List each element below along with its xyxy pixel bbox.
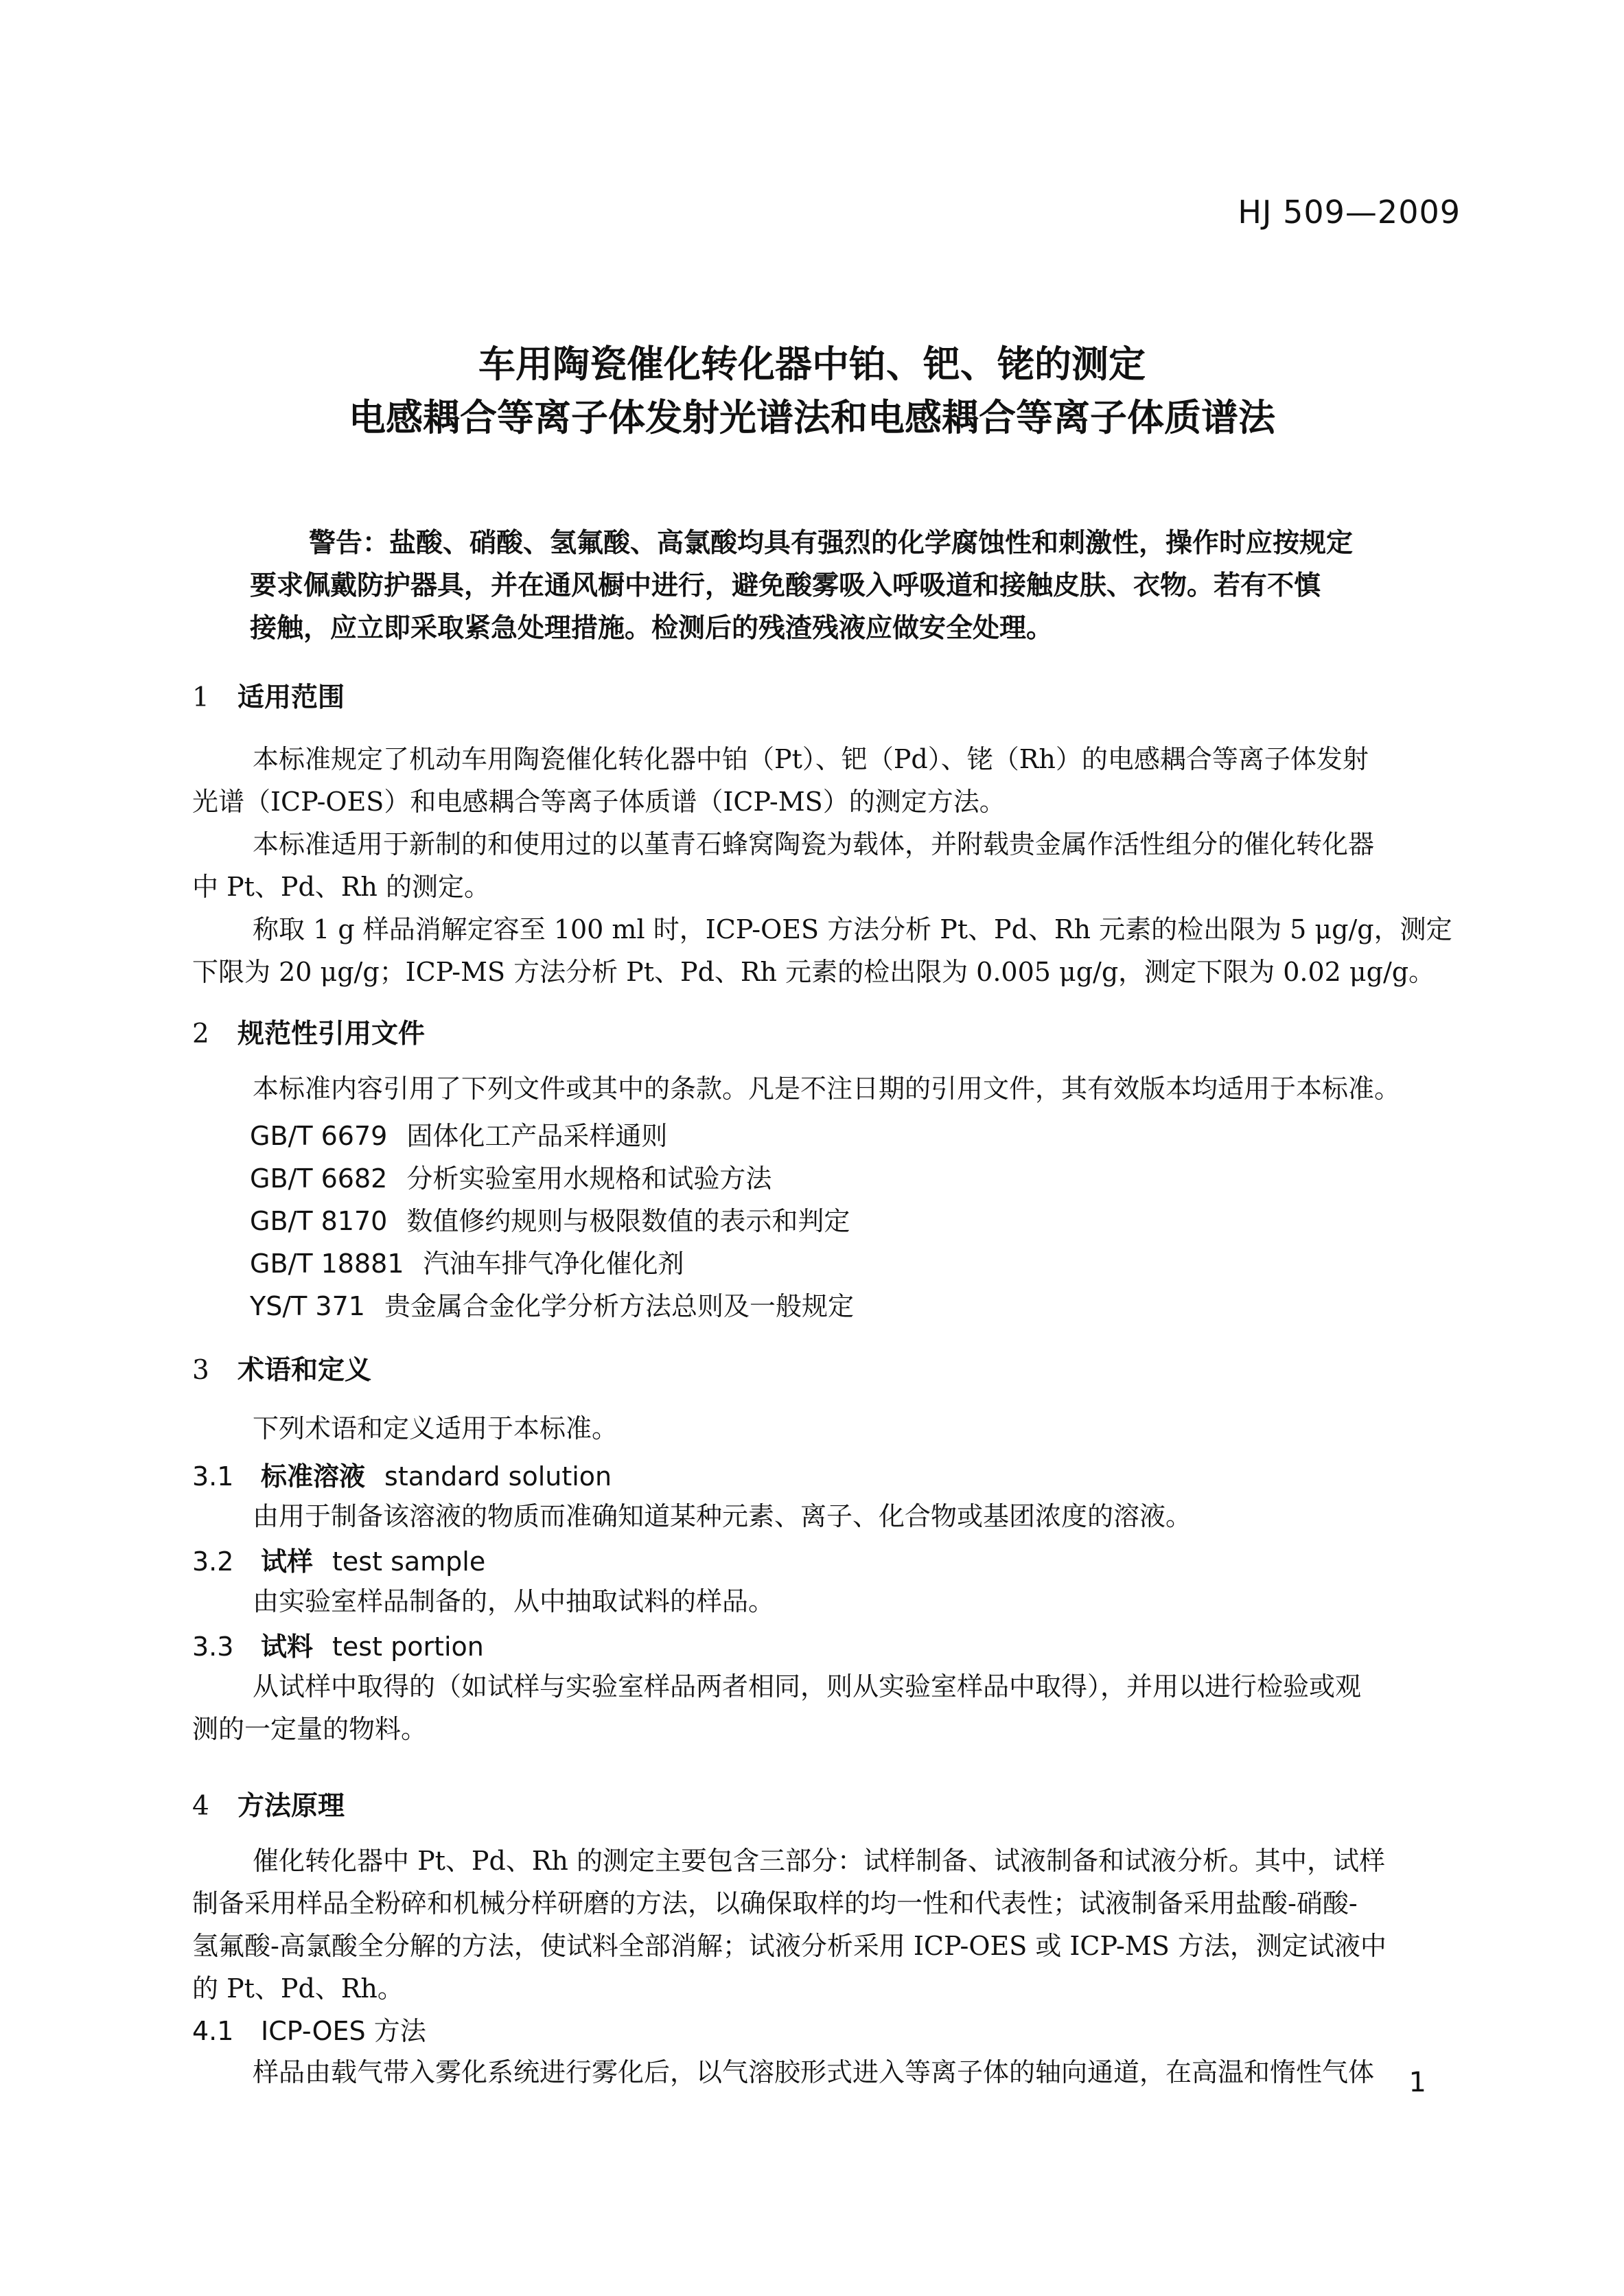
term-en: test portion (332, 1632, 484, 1662)
standard-number: HJ 509—2009 (1238, 194, 1461, 231)
paragraph-line: 氢氟酸-高氯酸全分解的方法，使试料全部消解；试液分析采用 ICP-OES 或 ICP-MS 方法，测定试液中 (192, 1931, 1387, 1961)
paragraph-line: 的 Pt、Pd、Rh。 (192, 1973, 404, 2004)
section-number: 1 (192, 682, 209, 713)
section-1-paragraphs (192, 738, 1461, 993)
reference-title: 分析实验室用水规格和试验方法 (406, 1163, 772, 1194)
paragraph-line: 从试样中取得的（如试样与实验室样品两者相同，则从实验室样品中取得），并用以进行检验或观 (253, 1671, 1362, 1702)
paragraph-line: 样品由载气带入雾化系统进行雾化后，以气溶胶形式进入等离子体的轴向通道，在高温和惰性气体 (253, 2057, 1375, 2087)
warning-block (250, 522, 1417, 649)
paragraph-line: 中 Pt、Pd、Rh 的测定。 (192, 872, 490, 902)
paragraph-line: 光谱（ICP-OES）和电感耦合等离子体质谱（ICP-MS）的测定方法。 (192, 787, 1006, 817)
reference-item (250, 1200, 850, 1238)
paragraph-line: 由实验室样品制备的，从中抽取试料的样品。 (253, 1586, 775, 1616)
reference-code: GB/T 8170 (250, 1206, 388, 1236)
section-3-heading (192, 1349, 371, 1387)
reference-item (250, 1115, 667, 1152)
warning-line-1: 警告：盐酸、硝酸、氢氟酸、高氯酸均具有强烈的化学腐蚀性和刺激性，操作时应按规定 (309, 527, 1354, 559)
term-number: 3.3 (192, 1632, 234, 1662)
paragraph-line: 由用于制备该溶液的物质而准确知道某种元素、离子、化合物或基团浓度的溶液。 (253, 1501, 1192, 1531)
paragraph-line: 下列术语和定义适用于本标准。 (253, 1413, 618, 1443)
warning-line-3: 接触，应立即采取紧急处理措施。检测后的残渣残液应做安全处理。 (250, 612, 1054, 644)
section-2-intro (192, 1067, 1461, 1110)
term-3-1-definition (192, 1495, 1461, 1538)
paragraph-line: 本标准适用于新制的和使用过的以堇青石蜂窝陶瓷为载体，并附载贵金属作活性组分的催化转化器 (253, 829, 1375, 859)
reference-title: 固体化工产品采样通则 (406, 1121, 668, 1151)
term-3-3-definition (192, 1665, 1461, 1750)
subsection-number: 4.1 (192, 2016, 234, 2046)
section-title: 适用范围 (237, 682, 345, 713)
term-zh: 试样 (261, 1546, 314, 1577)
page-number: 1 (1408, 2067, 1426, 2098)
paragraph-line: 制备采用样品全粉碎和机械分样研磨的方法，以确保取样的均一性和代表性；试液制备采用盐酸-硝酸- (192, 1888, 1358, 1918)
term-number: 3.2 (192, 1546, 234, 1577)
section-number: 4 (192, 1791, 209, 1822)
reference-code: YS/T 371 (250, 1291, 365, 1321)
term-3-2-definition (192, 1580, 1461, 1623)
section-4-1-paragraph (192, 2051, 1461, 2094)
term-zh: 试料 (261, 1631, 314, 1662)
paragraph-line: 称取 1 g 样品消解定容至 100 ml 时，ICP-OES 方法分析 Pt、Pd、Rh 元素的检出限为 5 μg/g，测定 (253, 914, 1452, 944)
section-2-heading (192, 1012, 425, 1051)
reference-code: GB/T 18881 (250, 1249, 404, 1279)
reference-code: GB/T 6679 (250, 1121, 388, 1151)
document-title-line-1: 车用陶瓷催化转化器中铂、钯、铑的测定 (478, 342, 1146, 386)
paragraph-line: 催化转化器中 Pt、Pd、Rh 的测定主要包含三部分：试样制备、试液制备和试液分析。其中，试样 (253, 1846, 1385, 1876)
term-3-1-heading (192, 1455, 612, 1493)
paragraph-line: 本标准规定了机动车用陶瓷催化转化器中铂（Pt）、钯（Pd）、铑（Rh）的电感耦合等离子体发射 (253, 744, 1369, 774)
paragraph-line: 测的一定量的物料。 (192, 1714, 428, 1744)
term-en: test sample (332, 1546, 486, 1577)
section-number: 3 (192, 1355, 209, 1386)
section-title: 规范性引用文件 (237, 1018, 426, 1050)
reference-title: 贵金属合金化学分析方法总则及一般规定 (384, 1291, 854, 1321)
paragraph-line: 本标准内容引用了下列文件或其中的条款。凡是不注日期的引用文件，其有效版本均适用于本标准。 (253, 1074, 1401, 1104)
section-4-heading (192, 1785, 345, 1823)
document-title-line-2: 电感耦合等离子体发射光谱法和电感耦合等离子体质谱法 (349, 395, 1275, 439)
paragraph-line: 下限为 20 μg/g；ICP-MS 方法分析 Pt、Pd、Rh 元素的检出限为 0.005 μg/g，测定下限为 0.02 μg/g。 (192, 957, 1435, 987)
section-1-heading (192, 676, 345, 715)
term-en: standard solution (384, 1461, 612, 1492)
reference-title: 汽油车排气净化催化剂 (423, 1249, 684, 1279)
reference-title: 数值修约规则与极限数值的表示和判定 (406, 1206, 850, 1236)
section-number: 2 (192, 1019, 209, 1050)
subsection-4-1-heading (192, 2010, 426, 2048)
term-3-2-heading (192, 1540, 485, 1578)
term-number: 3.1 (192, 1461, 234, 1492)
reference-item (250, 1285, 854, 1323)
subsection-title: ICP-OES 方法 (261, 2016, 426, 2046)
reference-code: GB/T 6682 (250, 1163, 388, 1194)
section-title: 术语和定义 (237, 1354, 372, 1386)
term-zh: 标准溶液 (261, 1461, 366, 1492)
reference-item (250, 1157, 772, 1195)
reference-item (250, 1242, 684, 1280)
term-3-3-heading (192, 1625, 484, 1663)
section-4-paragraph (192, 1840, 1461, 2010)
section-3-intro (192, 1407, 1461, 1450)
warning-line-2: 要求佩戴防护器具，并在通风橱中进行，避免酸雾吸入呼吸道和接触皮肤、衣物。若有不慎 (250, 570, 1321, 601)
section-title: 方法原理 (237, 1790, 345, 1822)
